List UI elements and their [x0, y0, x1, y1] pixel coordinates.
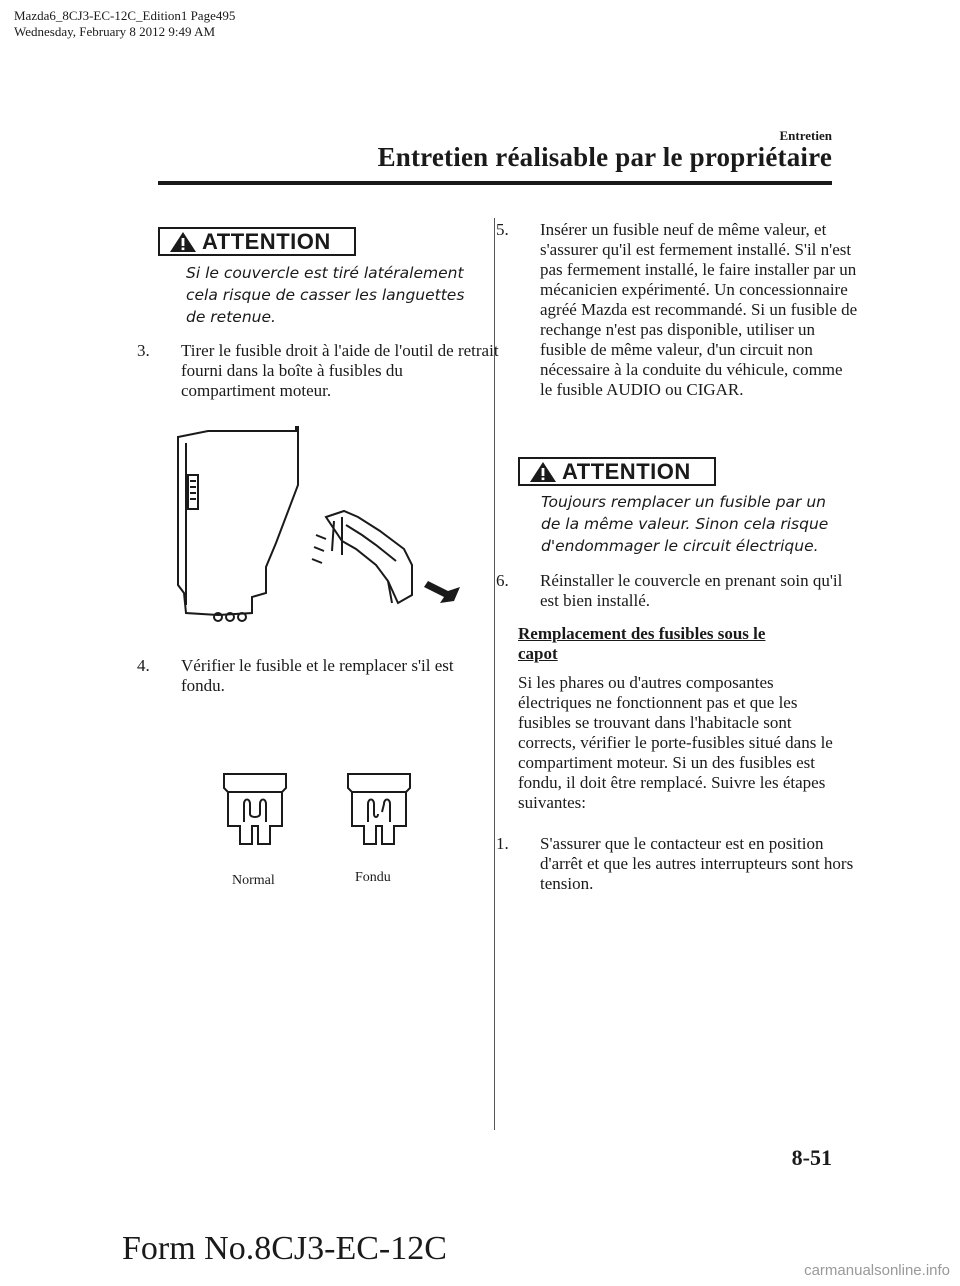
step-3-text: Tirer le fusible droit à l'aide de l'outil de retrait fourni dans la boîte à fusibles du compartiment moteur. — [181, 341, 499, 400]
fuse-blown-icon — [342, 770, 416, 846]
page-title: Entretien réalisable par le propriétaire — [377, 142, 832, 172]
print-meta — [14, 8, 235, 40]
step-5 — [496, 220, 858, 400]
step-4 — [137, 656, 501, 696]
attention-text-1: Si le couvercle est tiré latéralement cela risque de casser les languettes de retenue. — [186, 264, 465, 326]
step-1-text: S'assurer que le contacteur est en position d'arrêt et que les autres interrupteurs sont hors tension. — [540, 834, 854, 893]
step-3-number: 3. — [137, 341, 150, 360]
step-6-text: Réinstaller le couvercle en prenant soin qu'il est bien installé. — [540, 571, 843, 610]
step-1 — [496, 834, 858, 894]
fuse-normal-caption: Normal — [232, 873, 275, 888]
attention-label-2: ATTENTION — [562, 458, 691, 484]
step-6 — [496, 571, 858, 611]
print-meta-line1: Mazda6_8CJ3-EC-12C_Edition1 Page495 — [14, 8, 236, 23]
attention-box-1 — [158, 227, 356, 256]
step-6-number: 6. — [496, 571, 509, 590]
step-5-text: Insérer un fusible neuf de même valeur, et s'assurer qu'il est fermement installé. S'il n'est pas fermement installé, le faire installer par un mécanicien expérimenté. Un concessionnaire agréé Mazda est recommandé. Si un fusible de rechange n'est pas disponible, utiliser un fusible de même valeur, d'un circuit non nécessaire à la conduite du véhicule, comme le fusible AUDIO ou CIGAR. — [540, 220, 858, 399]
fuse-blown-caption: Fondu — [355, 870, 391, 885]
form-number: Form No.8CJ3-EC-12C — [122, 1230, 447, 1267]
attention-label-1: ATTENTION — [202, 228, 331, 254]
attention-text-2: Toujours remplacer un fusible par un de la même valeur. Sinon cela risque d'endommager le circuit électrique. — [541, 493, 829, 555]
watermark-site: carmanualsonline.info — [804, 1262, 950, 1279]
section-label: Entretien — [779, 128, 832, 143]
page-number: 8-51 — [791, 1145, 832, 1170]
step-4-number: 4. — [137, 656, 150, 675]
fuse-normal-icon — [218, 770, 292, 846]
header-rule — [158, 181, 832, 185]
step-1-number: 1. — [496, 834, 509, 853]
step-3 — [137, 341, 501, 401]
warning-icon — [168, 230, 198, 254]
step-5-number: 5. — [496, 220, 509, 239]
intro-paragraph: Si les phares ou d'autres composantes électriques ne fonctionnent pas et que les fusibles se trouvant dans l'habitacle sont corrects, vérifier le porte-fusibles situé dans le compartiment moteur. Si un des fusibles est fondu, il doit être remplacé. Suivre les étapes suivantes: — [518, 673, 833, 812]
attention-box-2 — [518, 457, 716, 486]
subheading-underhood-fuses: Remplacement des fusibles sous le capot — [518, 624, 766, 663]
print-meta-line2: Wednesday, February 8 2012 9:49 AM — [14, 24, 216, 39]
fuse-removal-illustration — [166, 425, 478, 625]
step-4-text: Vérifier le fusible et le remplacer s'il est fondu. — [181, 656, 454, 695]
warning-icon — [528, 460, 558, 484]
